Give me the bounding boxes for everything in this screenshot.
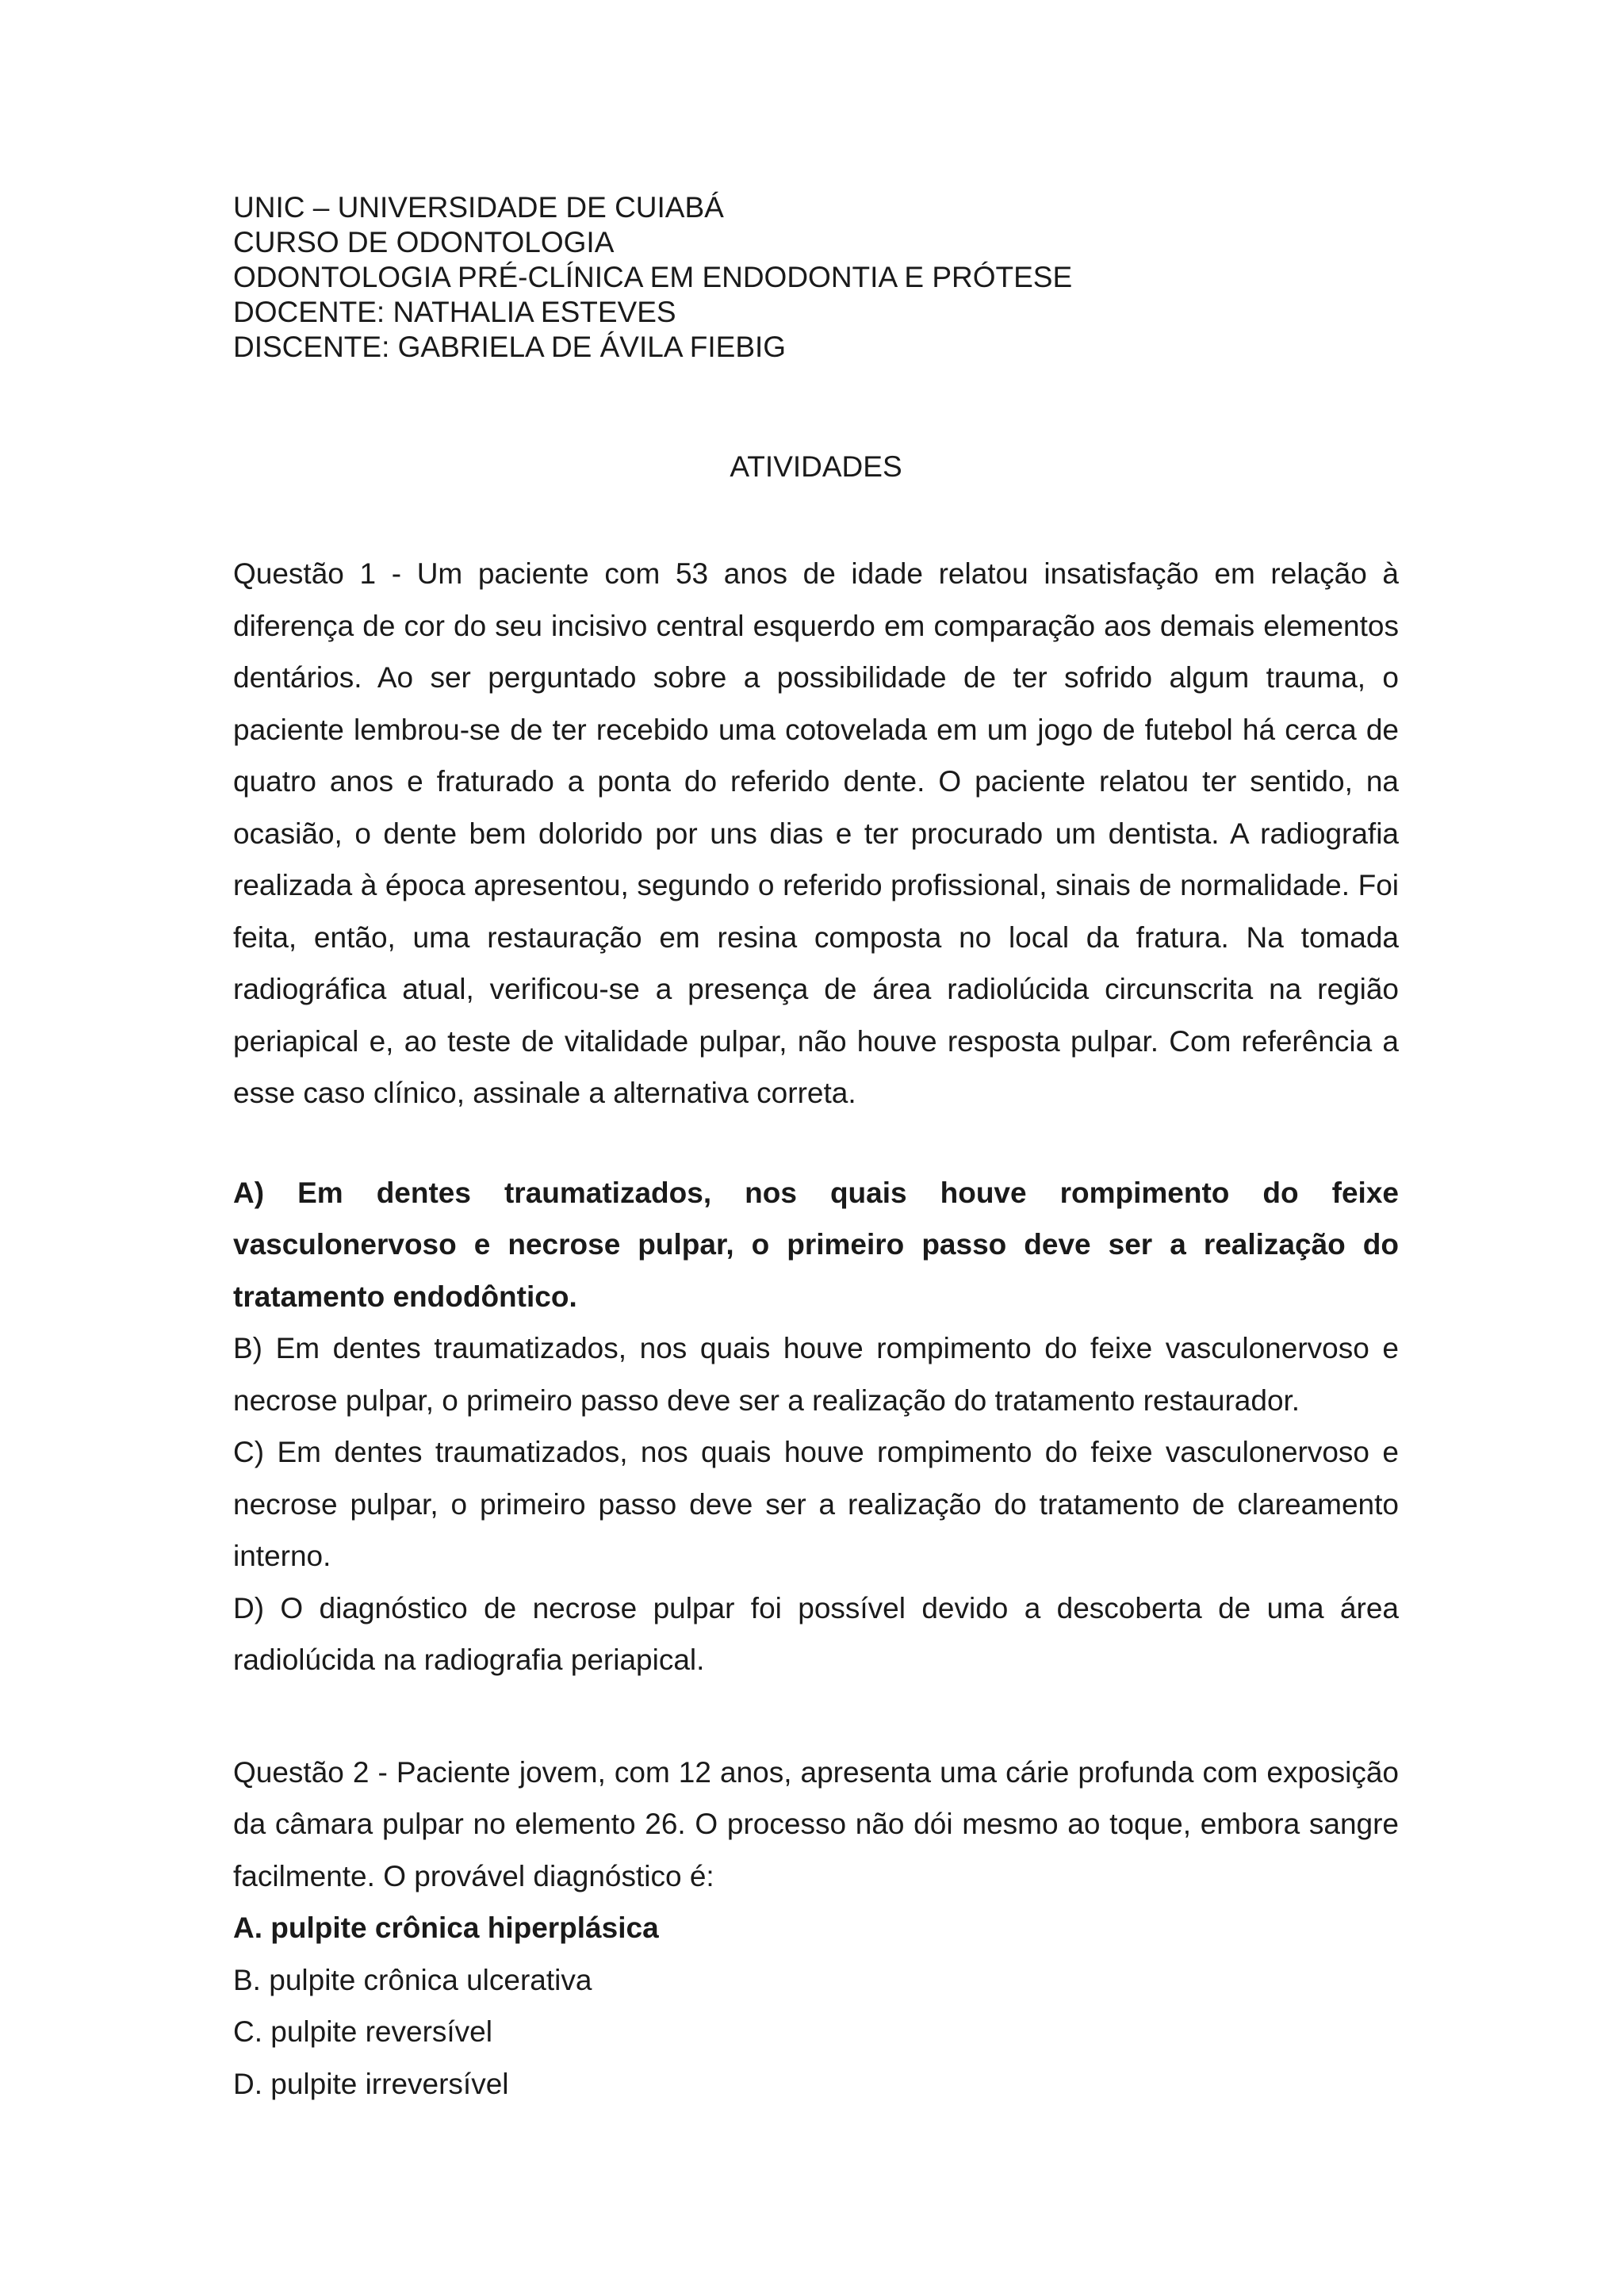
question-2-option-a: A. pulpite crônica hiperplásica xyxy=(233,1911,659,1944)
question-1-option-b: B) Em dentes traumatizados, nos quais houve rompimento do feixe vasculonervoso e necrose pulpar, o primeiro passo deve ser a realização do tratamento restaurador. xyxy=(233,1332,1399,1417)
question-2-options xyxy=(233,1902,1399,2110)
header-teacher: DOCENTE: NATHALIA ESTEVES xyxy=(233,296,676,328)
question-2-text: Questão 2 - Paciente jovem, com 12 anos, apresenta uma cárie profunda com exposição da câmara pulpar no elemento 26. O processo não dói mesmo ao toque, embora sangre facilmente. O provável diagnóstico é: xyxy=(233,1755,1399,1892)
header-student: DISCENTE: GABRIELA DE ÁVILA FIEBIG xyxy=(233,331,787,363)
document-page xyxy=(233,190,1399,2110)
header-course: CURSO DE ODONTOLOGIA xyxy=(233,226,615,258)
question-2-option-c: C. pulpite reversível xyxy=(233,2015,492,2048)
question-1-option-a: A) Em dentes traumatizados, nos quais houve rompimento do feixe vasculonervoso e necrose pulpar, o primeiro passo deve ser a realização do tratamento endodôntico. xyxy=(233,1176,1399,1313)
header-subject: ODONTOLOGIA PRÉ-CLÍNICA EM ENDODONTIA E PRÓTESE xyxy=(233,261,1073,293)
header-institution: UNIC – UNIVERSIDADE DE CUIABÁ xyxy=(233,191,724,224)
question-2-option-d: D. pulpite irreversível xyxy=(233,2067,509,2100)
question-1-option-d: D) O diagnóstico de necrose pulpar foi possível devido a descoberta de uma área radiolúcida na radiografia periapical. xyxy=(233,1591,1399,1676)
question-1-options xyxy=(233,1167,1399,1686)
question-1-text: Questão 1 - Um paciente com 53 anos de idade relatou insatisfação em relação à diferença de cor do seu incisivo central esquerdo em comparação aos demais elementos dentários. Ao ser perguntado sobre a possibilidade de ter sofrido algum trauma, o paciente lembrou-se de ter recebido uma cotovelada em um jogo de futebol há cerca de quatro anos e fraturado a ponta do referido dente. O paciente relatou ter sentido, na ocasião, o dente bem dolorido por uns dias e ter procurado um dentista. A radiografia realizada à época apresentou, segundo o referido profissional, sinais de normalidade. Foi feita, então, uma restauração em resina composta no local da fratura. Na tomada radiográfica atual, verificou-se a presença de área radiolúcida circunscrita na região periapical e, ao teste de vitalidade pulpar, não houve resposta pulpar. Com referência a esse caso clínico, assinale a alternativa correta. xyxy=(233,557,1399,1109)
document-header xyxy=(233,190,1399,365)
question-2-option-b: B. pulpite crônica ulcerativa xyxy=(233,1963,592,1996)
question-1-option-c: C) Em dentes traumatizados, nos quais houve rompimento do feixe vasculonervoso e necrose pulpar, o primeiro passo deve ser a realização do tratamento de clareamento interno. xyxy=(233,1436,1399,1572)
section-title: ATIVIDADES xyxy=(730,450,902,483)
